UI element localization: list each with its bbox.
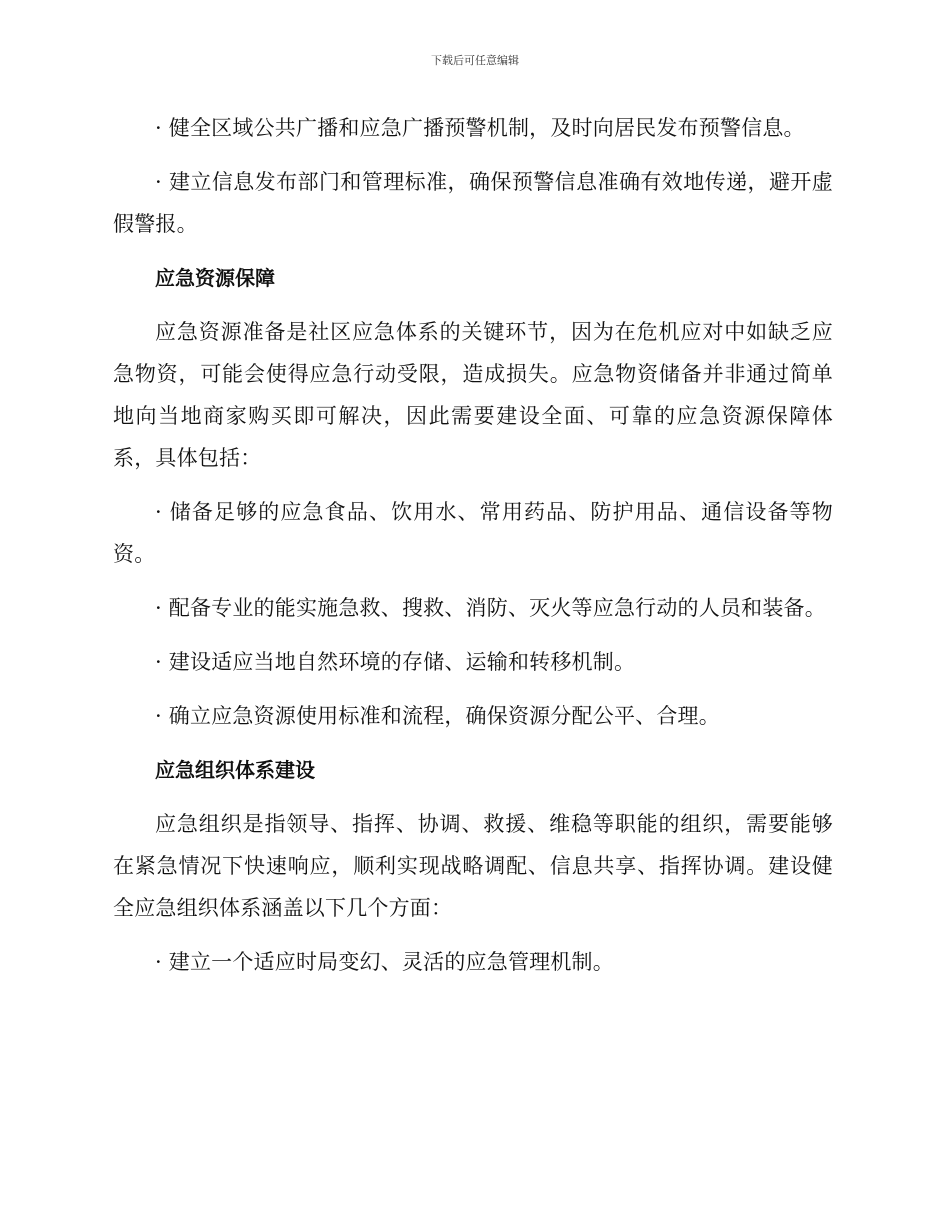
bullet-paragraph: · 配备专业的能实施急救、搜救、消防、灭火等应急行动的人员和装备。 bbox=[155, 596, 826, 620]
bullet-paragraph: · 确立应急资源使用标准和流程，确保资源分配公平、合理。 bbox=[155, 704, 720, 728]
bullet-paragraph: · 储备足够的应急食品、饮用水、常用药品、防护用品、通信设备等物资。 bbox=[113, 500, 833, 566]
page-header: 下载后可任意编辑 bbox=[431, 54, 519, 67]
body-paragraph: 应急资源准备是社区应急体系的关键环节，因为在危机应对中如缺乏应急物资，可能会使得应急行动受限，造成损失。应急物资储备并非通过简单地向当地商家购买即可解决，因此需要建设全面、可靠的应急资源保障体系，具体包括： bbox=[113, 320, 833, 470]
bullet-paragraph: · 健全区域公共广播和应急广播预警机制，及时向居民发布预警信息。 bbox=[155, 116, 805, 140]
bullet-paragraph: · 建设适应当地自然环境的存储、运输和转移机制。 bbox=[155, 650, 636, 674]
bullet-paragraph: · 建立一个适应时局变幻、灵活的应急管理机制。 bbox=[155, 950, 614, 974]
bullet-paragraph: · 建立信息发布部门和管理标准，确保预警信息准确有效地传递，避开虚假警报。 bbox=[113, 170, 833, 236]
body-paragraph: 应急组织是指领导、指挥、协调、救援、维稳等职能的组织，需要能够在紧急情况下快速响应，顺利实现战略调配、信息共享、指挥协调。建设健全应急组织体系涵盖以下几个方面： bbox=[113, 812, 833, 920]
section-heading: 应急资源保障 bbox=[155, 266, 275, 290]
document-body bbox=[113, 107, 833, 995]
section-heading: 应急组织体系建设 bbox=[155, 758, 315, 782]
